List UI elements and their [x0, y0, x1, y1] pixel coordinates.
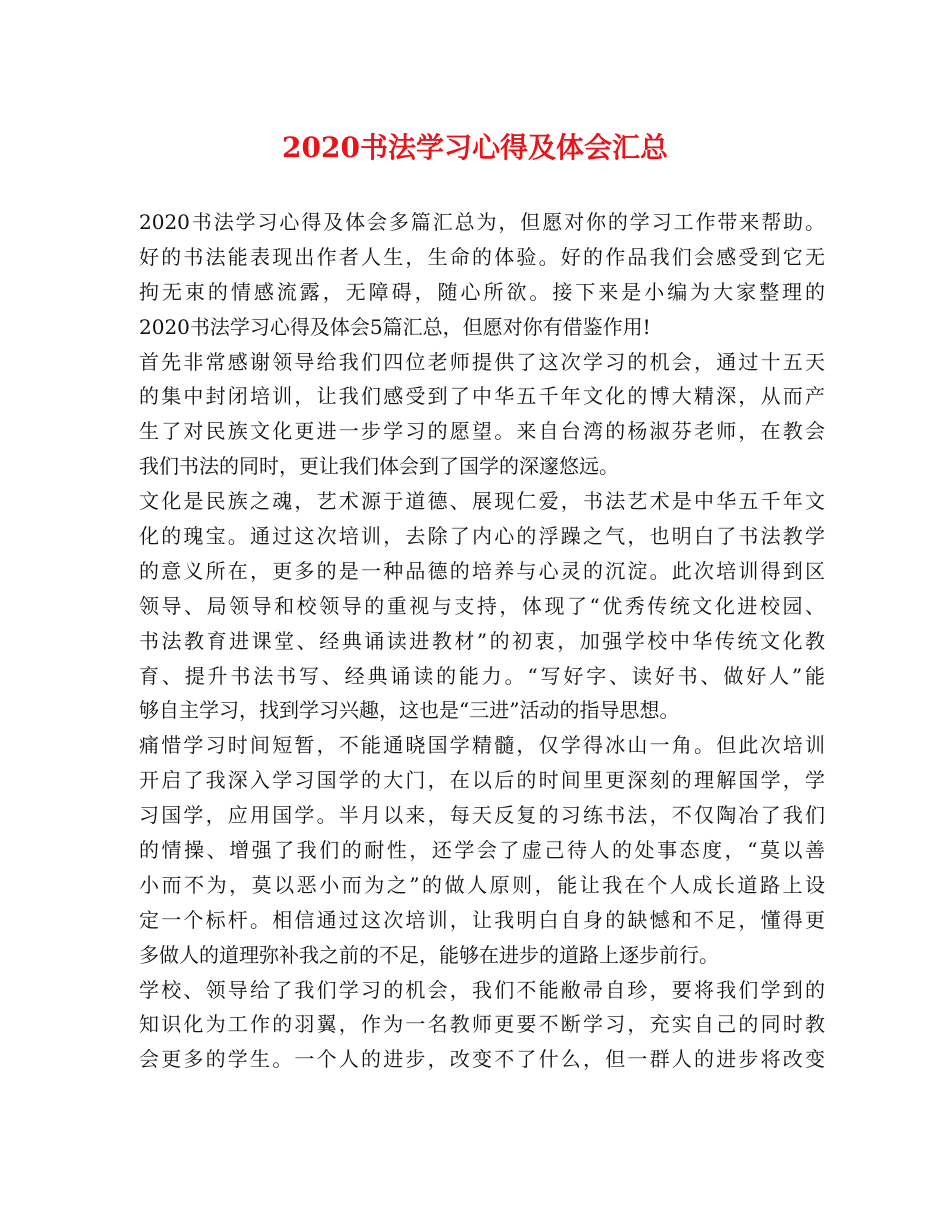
paragraph	[139, 973, 825, 1078]
text-line: 开启了我深入学习国学的大门，在以后的时间里更深刻的理解国学，学	[139, 768, 825, 793]
text-line: 育、提升书法书写、经典诵读的能力。“写好字、读好书、做好人”能	[139, 663, 825, 688]
text-line: 的情操、增强了我们的耐性，还学会了虚己待人的处事态度，“莫以善	[139, 838, 825, 863]
text-line: 够自主学习，找到学习兴趣，这也是“三进”活动的指导思想。	[139, 698, 680, 723]
text-line: 小而不为，莫以恶小而为之”的做人原则，能让我在个人成长道路上设	[139, 872, 825, 897]
text-line: 生了对民族文化更进一步学习的愿望。来自台湾的杨淑芬老师，在教会	[139, 419, 825, 444]
text-line: 首先非常感谢领导给我们四位老师提供了这次学习的机会，通过十五天	[139, 349, 825, 374]
text-line: 的集中封闭培训，让我们感受到了中华五千年文化的博大精深，从而产	[139, 384, 825, 409]
paragraph	[139, 484, 825, 728]
text-line: 习国学，应用国学。半月以来，每天反复的习练书法，不仅陶冶了我们	[139, 803, 825, 828]
text-line: 定一个标杆。相信通过这次培训，让我明白自身的缺憾和不足，懂得更	[139, 907, 825, 932]
text-line: 多做人的道理弥补我之前的不足，能够在进步的道路上逐步前行。	[139, 942, 719, 967]
text-line: 领导、局领导和校领导的重视与支持，体现了“优秀传统文化进校园、	[139, 593, 825, 618]
paragraph	[139, 345, 825, 485]
text-line: 2020书法学习心得及体会5篇汇总，但愿对你有借鉴作用!	[139, 314, 651, 339]
text-line: 的意义所在，更多的是一种品德的培养与心灵的沉淀。此次培训得到区	[139, 558, 825, 583]
text-line: 知识化为工作的羽翼，作为一名教师更要不断学习，充实自己的同时教	[139, 1012, 825, 1037]
text-line: 我们书法的同时，更让我们体会到了国学的深邃悠远。	[139, 454, 619, 479]
text-line: 书法教育进课堂、经典诵读进教材”的初衷，加强学校中华传统文化教	[139, 628, 825, 653]
text-line: 2020书法学习心得及体会多篇汇总为，但愿对你的学习工作带来帮助。	[139, 210, 825, 234]
text-line: 化的瑰宝。通过这次培训，去除了内心的浮躁之气，也明白了书法教学	[139, 524, 825, 549]
document-title: 2020书法学习心得及体会汇总	[282, 131, 668, 164]
text-line: 学校、领导给了我们学习的机会，我们不能敝帚自珍，要将我们学到的	[139, 977, 825, 1002]
text-line: 痛惜学习时间短暂，不能通晓国学精髓，仅学得冰山一角。但此次培训	[139, 733, 825, 758]
text-line: 好的书法能表现出作者人生，生命的体验。好的作品我们会感受到它无	[139, 244, 825, 269]
paragraph	[139, 205, 825, 345]
text-line: 会更多的学生。一个人的进步，改变不了什么，但一群人的进步将改变	[139, 1047, 825, 1072]
text-line: 文化是民族之魂，艺术源于道德、展现仁爱，书法艺术是中华五千年文	[139, 489, 825, 514]
paragraph	[139, 728, 825, 972]
text-line: 拘无束的情感流露，无障碍，随心所欲。接下来是小编为大家整理的	[139, 279, 825, 304]
document-body	[139, 205, 825, 1077]
